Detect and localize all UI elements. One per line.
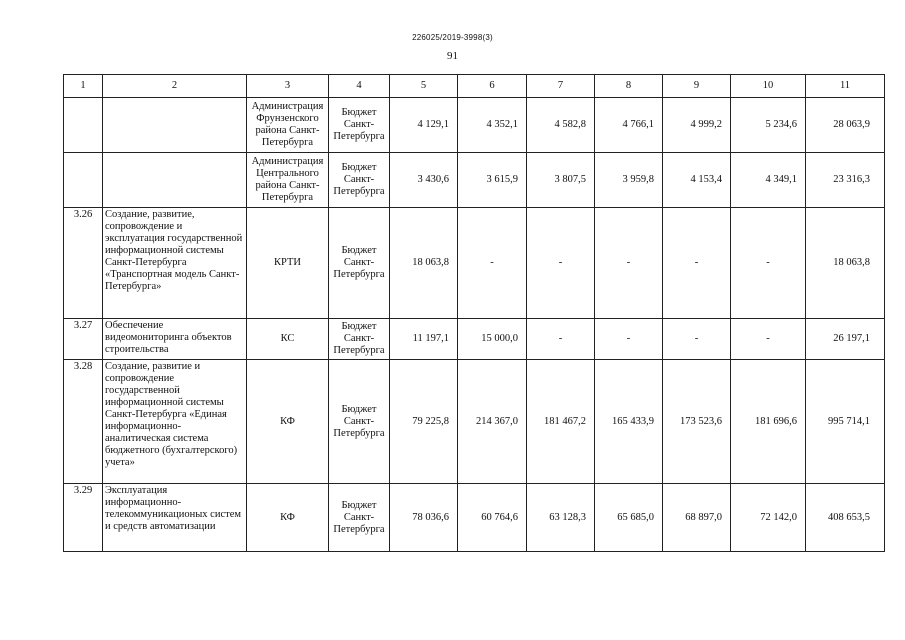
item-number	[64, 98, 103, 153]
funding-source-cell: Бюджет Санкт-Петербурга	[329, 360, 390, 484]
column-header: 1	[64, 75, 103, 98]
executor-cell: КФ	[247, 360, 329, 484]
value-cell: 3 959,8	[595, 153, 663, 208]
value-cell: 60 764,6	[458, 484, 527, 552]
funding-source-cell: Бюджет Санкт-Петербурга	[329, 208, 390, 319]
total-cell: 408 653,5	[806, 484, 885, 552]
column-header: 10	[731, 75, 806, 98]
value-cell: 4 349,1	[731, 153, 806, 208]
value-cell: 18 063,8	[390, 208, 458, 319]
value-cell: -	[663, 319, 731, 360]
table-row	[64, 208, 885, 319]
item-name: Создание, развитие, сопровождение и эксплуатация государственной информационной системы Санкт-Петербурга «Транспортная модель Санкт-Петербурга»	[103, 208, 247, 319]
value-cell: 68 897,0	[663, 484, 731, 552]
value-cell: 181 467,2	[527, 360, 595, 484]
value-cell: 173 523,6	[663, 360, 731, 484]
column-header: 3	[247, 75, 329, 98]
item-name: Создание, развитие и сопровождение государственной информационной системы Санкт-Петербурга «Единая информационно-аналитическая система бюджетного (бухгалтерского) учета»	[103, 360, 247, 484]
column-header: 8	[595, 75, 663, 98]
item-name	[103, 98, 247, 153]
item-number	[64, 153, 103, 208]
value-cell: -	[595, 319, 663, 360]
executor-cell: КС	[247, 319, 329, 360]
executor-cell: Администрация Фрунзенского района Санкт-Петербурга	[247, 98, 329, 153]
column-header: 7	[527, 75, 595, 98]
document-id: 226025/2019-3998(3)	[412, 33, 493, 42]
value-cell: -	[527, 208, 595, 319]
value-cell: -	[458, 208, 527, 319]
executor-cell: КФ	[247, 484, 329, 552]
total-cell: 18 063,8	[806, 208, 885, 319]
value-cell: 11 197,1	[390, 319, 458, 360]
value-cell: 181 696,6	[731, 360, 806, 484]
column-header: 9	[663, 75, 731, 98]
column-header: 4	[329, 75, 390, 98]
table-row	[64, 98, 885, 153]
budget-table	[63, 74, 885, 552]
funding-source-cell: Бюджет Санкт-Петербурга	[329, 98, 390, 153]
page-number: 91	[447, 50, 458, 62]
item-number: 3.26	[64, 208, 103, 319]
total-cell: 26 197,1	[806, 319, 885, 360]
value-cell: -	[731, 319, 806, 360]
column-header: 6	[458, 75, 527, 98]
value-cell: -	[595, 208, 663, 319]
value-cell: 65 685,0	[595, 484, 663, 552]
value-cell: 3 430,6	[390, 153, 458, 208]
value-cell: -	[663, 208, 731, 319]
header-row	[64, 75, 885, 98]
value-cell: 63 128,3	[527, 484, 595, 552]
funding-source-cell: Бюджет Санкт-Петербурга	[329, 484, 390, 552]
table-row	[64, 153, 885, 208]
funding-source-cell: Бюджет Санкт-Петербурга	[329, 153, 390, 208]
executor-cell: КРТИ	[247, 208, 329, 319]
value-cell: -	[527, 319, 595, 360]
value-cell: 5 234,6	[731, 98, 806, 153]
item-name: Эксплуатация информационно-телекоммуникационых систем и средств автоматизации	[103, 484, 247, 552]
item-name	[103, 153, 247, 208]
table-row	[64, 319, 885, 360]
value-cell: 15 000,0	[458, 319, 527, 360]
item-number: 3.29	[64, 484, 103, 552]
table-row	[64, 484, 885, 552]
total-cell: 995 714,1	[806, 360, 885, 484]
funding-source-cell: Бюджет Санкт-Петербурга	[329, 319, 390, 360]
column-header: 2	[103, 75, 247, 98]
value-cell: 214 367,0	[458, 360, 527, 484]
value-cell: 4 999,2	[663, 98, 731, 153]
item-number: 3.28	[64, 360, 103, 484]
item-name: Обеспечение видеомониторинга объектов строительства	[103, 319, 247, 360]
value-cell: 4 766,1	[595, 98, 663, 153]
value-cell: 4 153,4	[663, 153, 731, 208]
value-cell: -	[731, 208, 806, 319]
value-cell: 4 352,1	[458, 98, 527, 153]
column-header: 11	[806, 75, 885, 98]
value-cell: 4 582,8	[527, 98, 595, 153]
total-cell: 28 063,9	[806, 98, 885, 153]
executor-cell: Администрация Центрального района Санкт-Петербурга	[247, 153, 329, 208]
column-header: 5	[390, 75, 458, 98]
value-cell: 3 807,5	[527, 153, 595, 208]
value-cell: 4 129,1	[390, 98, 458, 153]
table-row	[64, 360, 885, 484]
value-cell: 79 225,8	[390, 360, 458, 484]
value-cell: 78 036,6	[390, 484, 458, 552]
value-cell: 3 615,9	[458, 153, 527, 208]
value-cell: 165 433,9	[595, 360, 663, 484]
item-number: 3.27	[64, 319, 103, 360]
value-cell: 72 142,0	[731, 484, 806, 552]
total-cell: 23 316,3	[806, 153, 885, 208]
